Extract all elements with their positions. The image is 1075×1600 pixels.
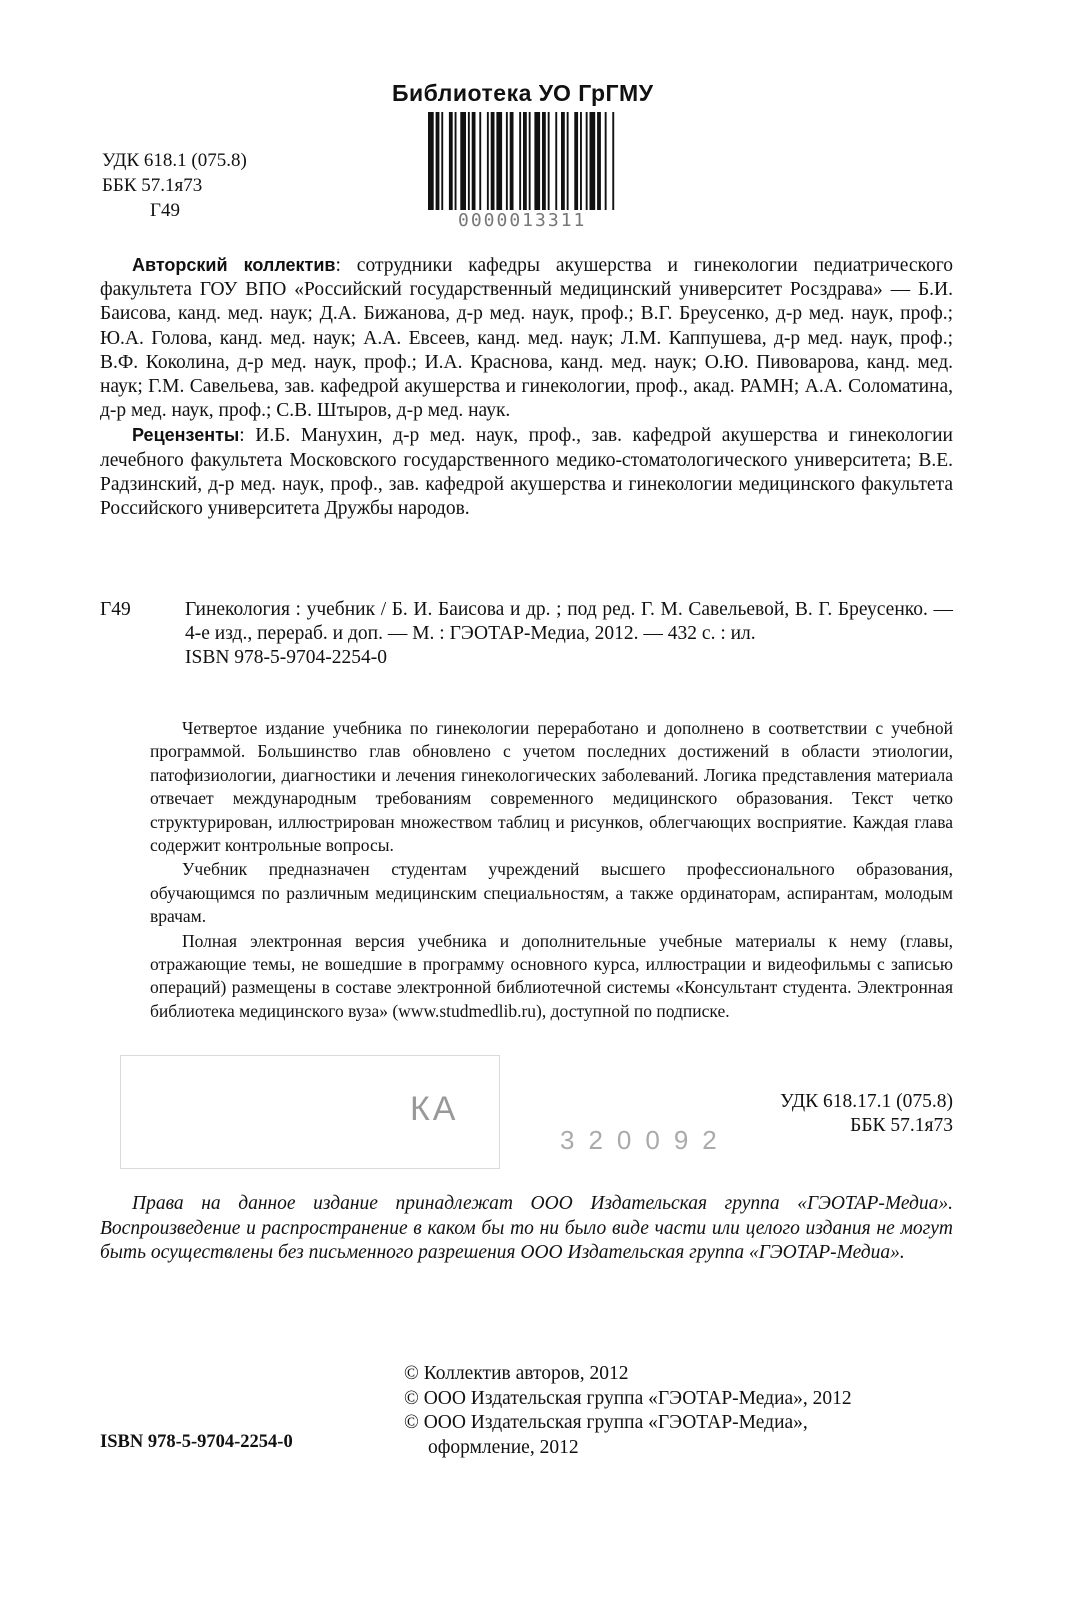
- barcode-bar: [580, 112, 582, 210]
- barcode-bar: [555, 112, 557, 210]
- copyright-line: © Коллектив авторов, 2012: [404, 1363, 629, 1384]
- bbk-code-right: ББК 57.1я73: [850, 1115, 953, 1136]
- barcode-bar: [586, 112, 588, 210]
- barcode-bar: [506, 112, 508, 210]
- barcode-bar: [597, 112, 601, 210]
- biblio-text: Гинекология : учебник / Б. И. Баисова и др. ; под ред. Г. М. Савельевой, В. Г. Бреусенко. — 4-е изд., перераб. и доп. — М. : ГЭОТАР-Медиа, 2012. — 432 с. : ил.: [185, 599, 953, 644]
- udk-code: УДК 618.1 (075.8): [102, 150, 247, 171]
- authors-text: : сотрудники кафедры акушерства и гинекологии педиатрического факультета ГОУ ВПО «Российский государственный медицинский университет Росздрава» — Б.И. Баисова, канд. мед. наук; Д.А. Бижанова, д-р мед. наук, проф.; В.Г. Бреусенко, д-р мед. наук, проф.; Ю.А. Голова, канд. мед. наук; А.А. Евсеев, канд. мед. наук; Л.М. Каппушева, д-р мед. наук, проф.; В.Ф. Коколина, д-р мед. наук, проф.; И.А. Краснова, канд. мед. наук; О.Ю. Пивоварова, канд. мед. наук; Г.М. Савельева, зав. кафедрой акушерства и гинекологии, проф., акад. РАМН; А.А. Соломатина, д-р мед. наук, проф.; С.В. Штыров, д-р мед. наук.: [100, 255, 953, 422]
- rights-text: Права на данное издание принадлежат ООО Издательская группа «ГЭОТАР-Медиа». Воспроизведение и распространение в каком бы то ни было виде части или целого издания не могут быть осуществлены без письменного разрешения ООО Издательская группа «ГЭОТАР-Медиа».: [100, 1193, 953, 1263]
- barcode-bar: [441, 112, 443, 210]
- barcode-bar: [436, 112, 440, 210]
- annotation-paragraph: Четвертое издание учебника по гинекологии переработано и дополнено в соответствии с учебной программой. Большинство глав обновлено с учетом последних достижений в области этиологии, патофизиологии, диагностики и лечения гинекологических заболеваний. Логика представления материала отвечает международным требованиям современного медицинского образования. Текст четко структурирован, иллюстрирован множеством таблиц и рисунков, облегчающих восприятие. Каждая глава содержит контрольные вопросы.: [150, 718, 953, 856]
- classification-right: [748, 1090, 953, 1138]
- copyright-line: © ООО Издательская группа «ГЭОТАР-Медиа», 2012: [404, 1387, 852, 1409]
- barcode: [428, 112, 660, 210]
- barcode-bar: [496, 112, 502, 210]
- barcode-bar: [523, 112, 527, 210]
- author-sign: Г49: [150, 200, 180, 221]
- library-stamp-title: Библиотека УО ГрГМУ: [392, 80, 654, 106]
- annotation-paragraph: Полная электронная версия учебника и дополнительные учебные материалы к нему (главы, отражающие темы, не вошедшие в программу основного курса, иллюстрации и видеофильмы с записью операций) размещены в составе электронной библиотечной системы «Консультант студента. Электронная библиотека медицинского вуза» (www.studmedlib.ru), доступной по подписке.: [150, 930, 953, 1021]
- copyright-line: оформление, 2012: [428, 1436, 579, 1458]
- annotation-paragraph: Учебник предназначен студентам учреждений высшего профессионального образования, обучающимся по различным медицинским специальностям, а также ординаторам, аспирантам, молодым врачам.: [150, 859, 953, 927]
- barcode-bar: [519, 112, 521, 210]
- reviewers-paragraph: [100, 423, 953, 521]
- barcode-bar: [468, 112, 470, 210]
- barcode-bar: [491, 112, 495, 210]
- bbk-code: ББК 57.1я73: [102, 175, 203, 196]
- reviewers-text: : И.Б. Манухин, д-р мед. наук, проф., зав. кафедрой акушерства и гинекологии лечебного факультета Московского государственного медико-стоматологического университета; В.Е. Радзинский, д-р мед. наук, проф., зав. кафедрой акушерства и гинекологии медицинского факультета Российского университета Дружбы народов.: [100, 425, 953, 520]
- stamp-text: КА: [410, 1090, 459, 1128]
- copyright-block: [404, 1362, 852, 1460]
- inventory-number: 320092: [560, 1125, 731, 1155]
- authors-label: Авторский коллектив: [132, 255, 336, 275]
- bibliographic-record: [100, 598, 953, 670]
- barcode-bar: [455, 112, 457, 210]
- udk-code-right: УДК 618.17.1 (075.8): [779, 1091, 953, 1112]
- authors-section: [100, 253, 953, 521]
- barcode-bar: [510, 112, 514, 210]
- barcode-bar: [561, 112, 565, 210]
- barcode-bar: [479, 112, 481, 210]
- barcode-bar: [487, 112, 489, 210]
- annotation: [150, 717, 953, 1024]
- barcode-number: 0000013311: [458, 210, 587, 231]
- copyright-line: © ООО Издательская группа «ГЭОТАР-Медиа»,: [404, 1412, 808, 1433]
- barcode-bar: [548, 112, 550, 210]
- barcode-bar: [449, 112, 453, 210]
- barcode-bar: [612, 112, 614, 210]
- barcode-bar: [472, 112, 476, 210]
- barcode-bar: [605, 112, 607, 210]
- barcode-bar: [574, 112, 578, 210]
- barcode-bar: [590, 112, 596, 210]
- biblio-isbn: ISBN 978-5-9704-2254-0: [185, 647, 388, 668]
- biblio-code: Г49: [100, 599, 131, 620]
- barcode-bar: [567, 112, 569, 210]
- classification-block: [102, 148, 247, 223]
- rights-notice: [100, 1192, 953, 1266]
- barcode-bar: [534, 112, 540, 210]
- barcode-bar: [542, 112, 546, 210]
- barcode-bar: [529, 112, 531, 210]
- barcode-bar: [460, 112, 466, 210]
- barcode-bar: [428, 112, 434, 210]
- reviewers-label: Рецензенты: [132, 425, 240, 446]
- authors-paragraph: [100, 253, 953, 423]
- isbn-bottom: ISBN 978-5-9704-2254-0: [100, 1432, 293, 1452]
